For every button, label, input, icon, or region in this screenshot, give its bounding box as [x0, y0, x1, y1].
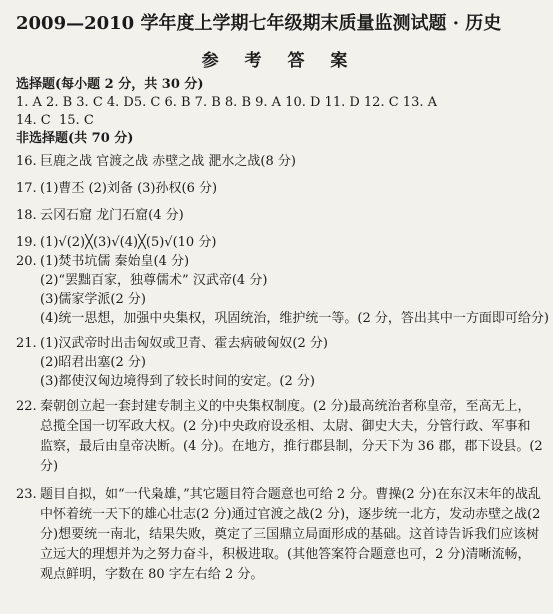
choice-section-heading: 选择题(每小题 2 分，共 30 分) — [16, 77, 204, 92]
answer-text: 巨鹿之战 官渡之战 赤壁之战 淝水之战(8 分) — [40, 154, 296, 169]
answer-line: (4)统一思想，加强中央集权，巩固统治，维护统一等。(2 分，答出其中一方面即可给分) — [40, 311, 549, 326]
answer-line: (1)焚书坑儒 秦始皇(4 分) — [40, 254, 190, 269]
question-18 — [16, 206, 543, 225]
question-number: 20. — [16, 254, 37, 269]
question-21 — [16, 334, 543, 391]
choice-answers-line-2: 14. C 15. C — [16, 113, 94, 128]
document-subtitle: 参 考 答 案 — [201, 51, 358, 71]
question-19 — [16, 233, 543, 252]
question-number: 18. — [16, 208, 37, 223]
question-number: 23. — [16, 487, 37, 502]
question-number: 22. — [16, 399, 37, 414]
answer-text: 云冈石窟 龙门石窟(4 分) — [40, 208, 184, 223]
answer-text: 题目自拟，如“一代枭雄，”其它题目符合题意也可给 2 分。曹操(2 分)在东汉末年的战乱中怀着统一天下的雄心壮志(2 分)通过官渡之战(2 分)，逐步统一北方，发动赤壁之战(2 分)想要统一南北，结果失败，奠定了三国鼎立局面形成的基础。这首诗告诉我们应该树立远大的理想并为之努力奋斗，积极进取。(其他答案符合题意也可，2 分)清晰流畅，观点鲜明，字数在 80 字左右给 2 分。 — [40, 487, 541, 582]
question-17 — [16, 179, 543, 198]
question-22 — [16, 397, 543, 477]
question-number: 17. — [16, 181, 37, 196]
nonchoice-section-heading: 非选择题(共 70 分) — [16, 131, 134, 146]
document-title: 2009—2010 学年度上学期七年级期末质量监测试题 · 历史 — [16, 13, 502, 34]
question-16 — [16, 152, 543, 171]
answer-text: (1)√(2)╳(3)√(4)╳(5)√(10 分) — [40, 235, 217, 250]
question-number: 16. — [16, 154, 37, 169]
question-20 — [16, 252, 549, 328]
question-number: 19. — [16, 235, 37, 250]
answer-line: (2)昭君出塞(2 分) — [40, 355, 146, 370]
answer-line: (2)“罢黜百家，独尊儒术” 汉武帝(4 分) — [40, 273, 268, 288]
question-23 — [16, 485, 543, 585]
answer-text: 秦朝创立起一套封建专制主义的中央集权制度。(2 分)最高统治者称皇帝，至高无上，总揽全国一切军政大权。(2 分)中央政府设丞相、太尉、御史大夫，分管行政、军事和监察，最后由皇帝决断。(4 分)。在地方，推行郡县制，分天下为 36 郡，郡下设县。(2 分) — [40, 399, 543, 474]
question-number: 21. — [16, 336, 37, 351]
answer-text: (1)曹丕 (2)刘备 (3)孙权(6 分) — [40, 181, 218, 196]
answer-line: (3)都使汉匈边境得到了较长时间的安定。(2 分) — [40, 374, 315, 389]
answer-line: (1)汉武帝时出击匈奴或卫青、霍去病破匈奴(2 分) — [40, 336, 328, 351]
answer-line: (3)儒家学派(2 分) — [40, 292, 146, 307]
choice-answers-line-1: 1. A 2. B 3. C 4. D5. C 6. B 7. B 8. B 9. A 10. D 11. D 12. C 13. A — [16, 95, 437, 110]
